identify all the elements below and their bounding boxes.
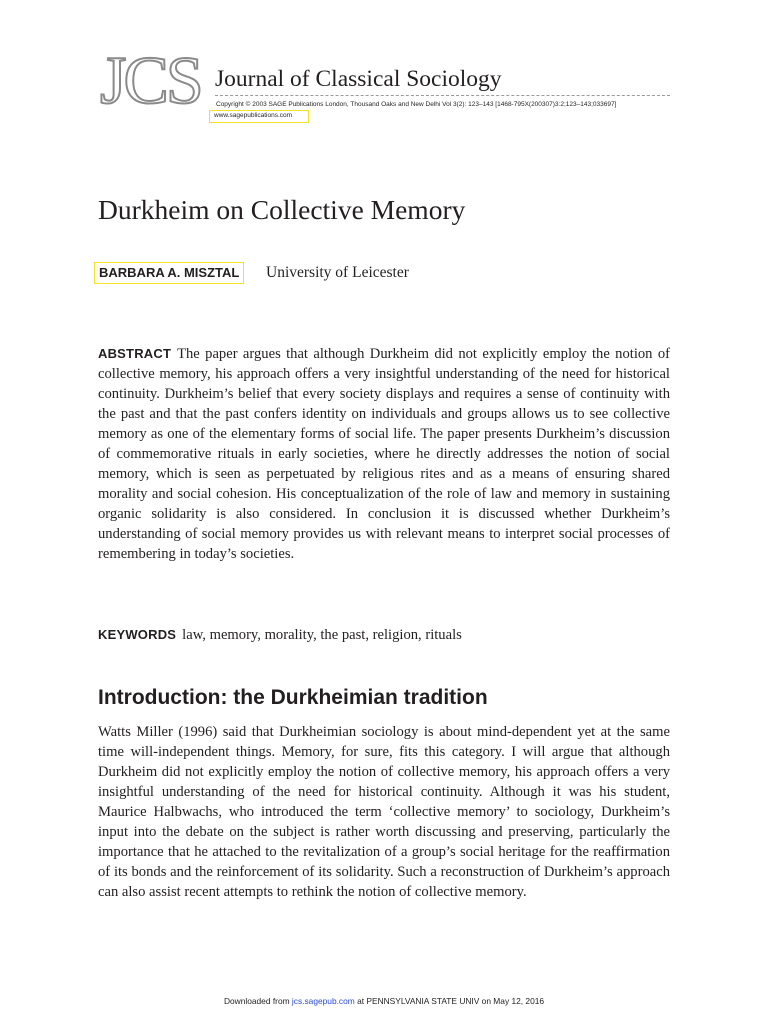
footer-prefix: Downloaded from [223,996,290,1006]
journal-logo: JCS [100,42,201,118]
journal-name: Journal of Classical Sociology [215,66,502,92]
keywords-text: law, memory, morality, the past, religion, rituals [182,627,462,643]
masthead-divider [215,95,670,96]
abstract-label: ABSTRACT [98,346,172,361]
keywords-label: KEYWORDS [98,627,177,642]
author-affiliation: University of Leicester [266,264,409,281]
footer-suffix: at PENNSYLVANIA STATE UNIV on May 12, 2016 [357,996,545,1006]
keywords-line [98,625,670,645]
publisher-url-link[interactable]: www.sagepublications.com [209,110,309,123]
abstract-paragraph [98,344,670,564]
article-title: Durkheim on Collective Memory [98,194,466,225]
abstract-text: The paper argues that although Durkheim did not explicitly employ the notion of collective memory, his approach offers a very insightful understanding of the need for historical continuity. Durkheim’s belief that every society displays and requires a sense of continuity with the past and that the past confers identity on individuals and groups allows us to see collective memory as one of the elementary forms of social life. The paper presents Durkheim’s discussion of commemorative rituals in early societies, where he directly addresses the notion of social memory, which is seen as perpetuated by religious rites and as a means of ensuring shared morality and social cohesion. His conceptualization of the role of law and memory in sustaining organic solidarity is also considered. In conclusion it is discussed whether Durkheim’s understanding of social memory provides us with relevant means to interpret social processes of remembering in today’s societies. [98,346,670,562]
author-name[interactable]: BARBARA A. MISZTAL [94,262,244,284]
copyright-line: Copyright © 2003 SAGE Publications London, Thousand Oaks and New Delhi Vol 3(2): 123–143 [1468-795X(200307)3:2;123–143;033697] [216,101,617,108]
section-heading: Introduction: the Durkheimian tradition [98,686,488,709]
footer-site-link[interactable]: jcs.sagepub.com [291,996,355,1006]
download-footer [0,995,768,1007]
introduction-paragraph: Watts Miller (1996) said that Durkheimian sociology is about mind-dependent yet at the same time will-independent things. Memory, for sure, fits this category. I will argue that although Durkheim did not explicitly employ the notion of collective memory, his approach offers a very insightful understanding of the need for historical continuity. Although it was his student, Maurice Halbwachs, who introduced the term ‘collective memory’ to sociology, Durkheim’s input into the debate on the subject is rather worth discussing and preserving, particularly the importance that he attached to the revitalization of a group’s social heritage for the reaffirmation of its bonds and the reinforcement of its solidarity. Such a reconstruction of Durkheim’s approach can also assist recent attempts to rethink the notion of collective memory. [98,724,670,900]
